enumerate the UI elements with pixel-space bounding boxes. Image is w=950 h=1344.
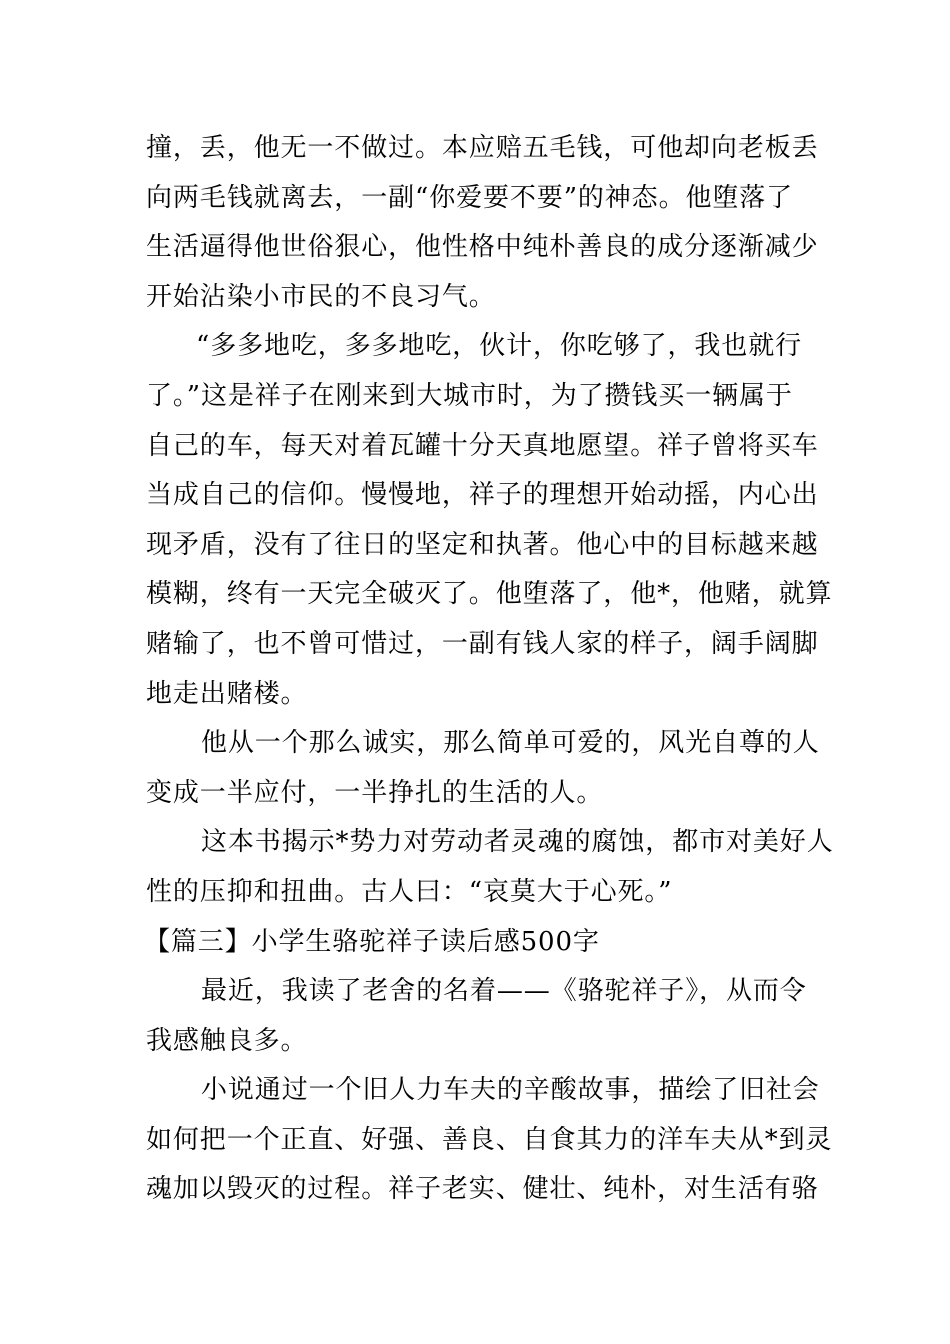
paragraph-line: 地走出赌楼。 bbox=[146, 678, 308, 709]
paragraph-line: 魂加以毁灭的过程。祥子老实、健壮、纯朴，对生活有骆 bbox=[146, 1174, 819, 1205]
paragraph-line: 赌输了，也不曾可惜过，一副有钱人家的样子，阔手阔脚 bbox=[146, 628, 819, 659]
paragraph-line: 生活逼得他世俗狠心，他性格中纯朴善良的成分逐渐减少 bbox=[146, 232, 819, 263]
paragraph-first-line: 最近，我读了老舍的名着——《骆驼祥子》，从而令 bbox=[201, 976, 807, 1007]
paragraph-line: 了。”这是祥子在刚来到大城市时，为了攒钱买一辆属于 bbox=[146, 380, 793, 411]
section-heading: 【篇三】小学生骆驼祥子读后感500字 bbox=[144, 926, 600, 957]
paragraph-line: 性的压抑和扭曲。古人曰：“哀莫大于心死。” bbox=[146, 876, 673, 907]
paragraph-first-line: 他从一个那么诚实，那么简单可爱的，风光自尊的人 bbox=[201, 728, 820, 759]
paragraph-line: 自己的车，每天对着瓦罐十分天真地愿望。祥子曾将买车 bbox=[146, 430, 819, 461]
paragraph-line: 如何把一个正直、好强、善良、自食其力的洋车夫从*到灵 bbox=[146, 1124, 833, 1155]
paragraph-first-line: 这本书揭示*势力对劳动者灵魂的腐蚀，都市对美好人 bbox=[201, 827, 834, 858]
paragraph-line: 现矛盾，没有了往日的坚定和执著。他心中的目标越来越 bbox=[146, 529, 819, 560]
paragraph-line: 开始沾染小市民的不良习气。 bbox=[146, 281, 496, 312]
paragraph-line: 撞，丢，他无一不做过。本应赔五毛钱，可他却向老板丢 bbox=[146, 133, 819, 163]
paragraph-first-line: 小说通过一个旧人力车夫的辛酸故事，描绘了旧社会 bbox=[201, 1075, 820, 1106]
paragraph-line: 我感触良多。 bbox=[146, 1025, 308, 1056]
paragraph-line: 当成自己的信仰。慢慢地，祥子的理想开始动摇，内心出 bbox=[146, 480, 819, 511]
paragraph-line: 变成一半应付，一半挣扎的生活的人。 bbox=[146, 777, 604, 808]
paragraph-line: 向两毛钱就离去，一副“你爱要不要”的神态。他堕落了 bbox=[146, 182, 794, 213]
paragraph-first-line: “多多地吃，多多地吃，伙计，你吃够了，我也就行 bbox=[196, 331, 802, 362]
document-body bbox=[144, 124, 834, 1215]
paragraph-line: 模糊，终有一天完全破灭了。他堕落了，他*，他赌，就算 bbox=[146, 579, 833, 610]
